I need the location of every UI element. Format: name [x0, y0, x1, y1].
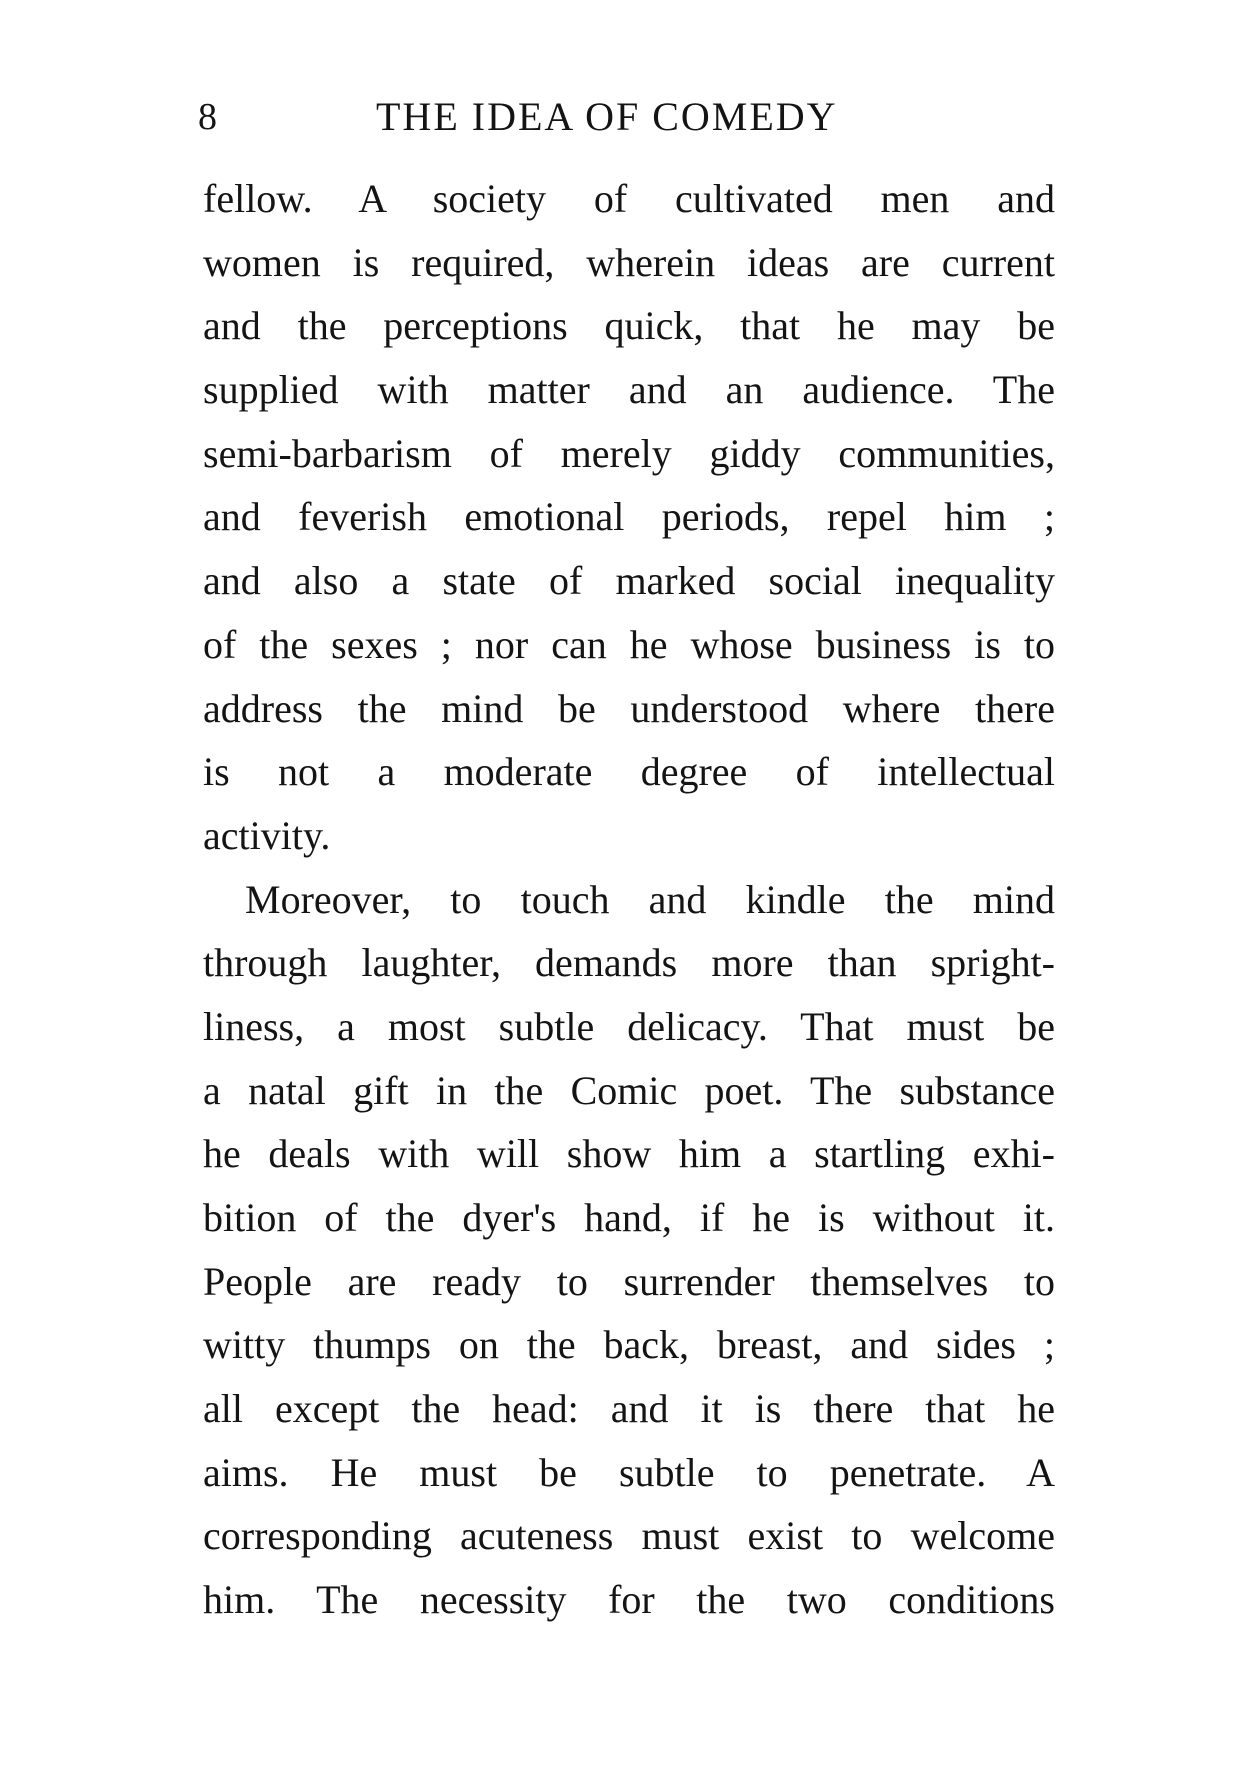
text-line: People are ready to surrender themselves to [203, 1258, 1055, 1304]
text-line: Moreover, to touch and kindle the mind [245, 876, 1055, 922]
page-number: 8 [198, 96, 217, 138]
running-head [198, 92, 1060, 142]
text-line: fellow. A society of cultivated men and [203, 176, 1055, 221]
text-line: of the sexes ; nor can he whose business is to [203, 621, 1055, 667]
text-line: aims. He must be subtle to penetrate. A [203, 1449, 1055, 1495]
text-line: all except the head: and it is there that he [203, 1386, 1055, 1432]
text-line: supplied with matter and an audience. The [203, 367, 1055, 413]
running-title: THE IDEA OF COMEDY [376, 94, 838, 139]
text-line: and also a state of marked social inequality [203, 558, 1055, 604]
text-line: women is required, wherein ideas are current [203, 239, 1055, 285]
text-line: bition of the dyer's hand, if he is without it. [203, 1195, 1055, 1240]
text-line: activity. [203, 812, 331, 858]
text-line: corresponding acuteness must exist to welcome [203, 1513, 1055, 1559]
text-line: him. The necessity for the two conditions [203, 1577, 1055, 1623]
paragraph [203, 167, 1055, 868]
text-line: he deals with will show him a startling exhi- [203, 1131, 1055, 1177]
text-line: witty thumps on the back, breast, and sides ; [203, 1322, 1055, 1368]
body-text [203, 167, 1055, 1632]
text-line: and feverish emotional periods, repel him ; [203, 494, 1055, 540]
paragraph [203, 868, 1055, 1632]
text-line: a natal gift in the Comic poet. The substance [203, 1067, 1055, 1113]
text-line: semi-barbarism of merely giddy communities, [203, 430, 1055, 476]
text-line: address the mind be understood where there [203, 685, 1055, 731]
text-line: and the perceptions quick, that he may be [203, 303, 1055, 349]
text-line: is not a moderate degree of intellectual [203, 749, 1055, 795]
text-line: through laughter, demands more than spright- [203, 940, 1055, 986]
text-line: liness, a most subtle delicacy. That must be [203, 1003, 1055, 1049]
